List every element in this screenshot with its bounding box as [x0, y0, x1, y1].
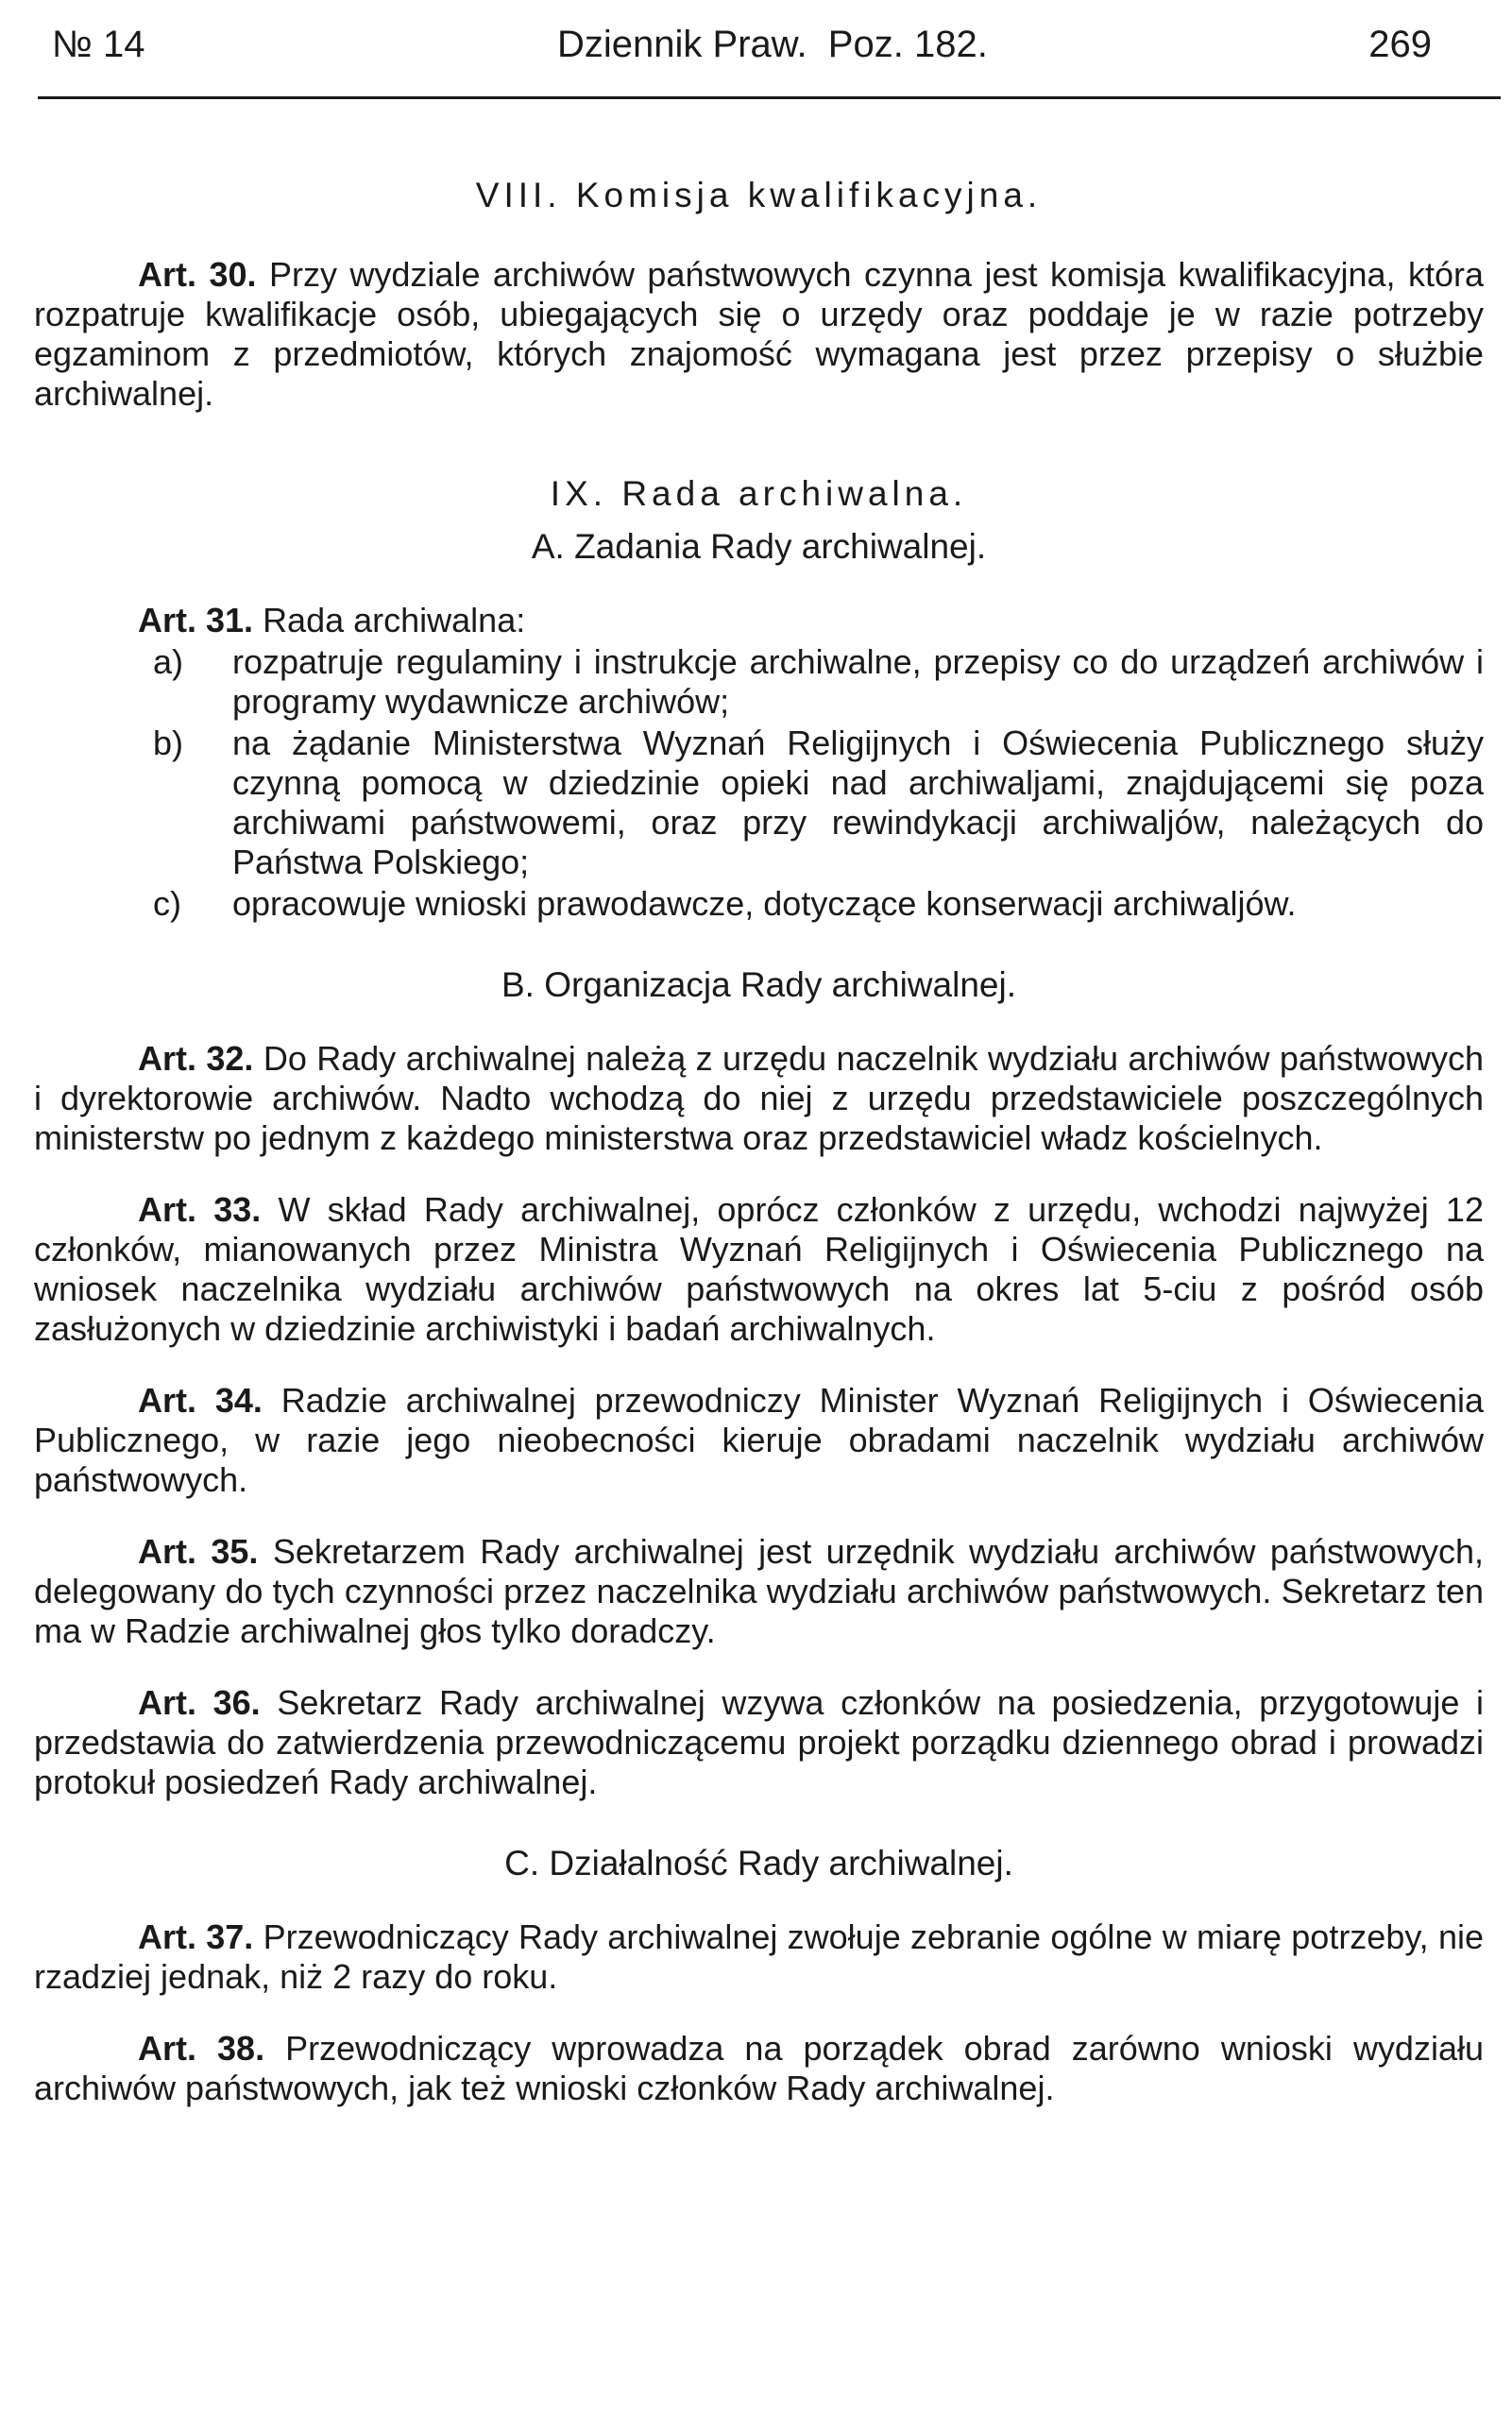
journal-title: Dziennik Praw. [557, 24, 807, 65]
article-text: Przy wydziale archiwów państwowych czynna jest komisja kwalifikacyjna, która rozpatruje kwalifikacje osób, ubiegających się o urzędy oraz poddaje je w razie potrzeby egzaminom z przedmiotów, których znajomość wymagana jest przez przepisy o służbie archiwalnej. [34, 255, 1484, 413]
article-text: W skład Rady archiwalnej, oprócz członków z urzędu, wchodzi najwyżej 12 członków, mianowanych przez Ministra Wyznań Religijnych i Oświecenia Publicznego na wniosek naczelnika wydziału archiwów państwowych na okres lat 5-ciu z pośród osób zasłużonych w dziedzinie archiwistyki i badań archiwalnych. [34, 1190, 1484, 1348]
article-paragraph [34, 255, 1484, 414]
point-letter: a) [153, 642, 184, 681]
article-label: Art. 33. [138, 1190, 262, 1229]
article-text: Sekretarzem Rady archiwalnej jest urzędnik wydziału archiwów państwowych, delegowany do tych czynności przez naczelnika wydziału archiwów państwowych. Sekretarz ten ma w Radzie archiwalnej głos tylko doradczy. [34, 1532, 1485, 1650]
section-heading-ix: IX. Rada archiwalna. [550, 474, 968, 513]
section-heading-viii: VIII. Komisja kwalifikacyjna. [475, 176, 1043, 214]
position-label: Poz. 182. [827, 24, 988, 65]
article-text: Sekretarz Rady archiwalnej wzywa członków na posiedzenia, przygotowuje i przedstawia do zatwierdzenia przewodniczącemu projekt porządku dziennego obrad i prowadzi protokuł posiedzeń Rady archiwalnej. [34, 1683, 1484, 1801]
article-label: Art. 34. [138, 1381, 263, 1420]
point-letter: c) [153, 884, 181, 923]
running-header [52, 11, 1474, 77]
body-text [34, 176, 1484, 2140]
article-paragraph [34, 1190, 1484, 1349]
journal-position [557, 11, 988, 77]
article-label: Art. 30. [138, 255, 257, 294]
header-rule [38, 96, 1501, 99]
article-text: Przewodniczący Rady archiwalnej zwołuje zebranie ogólne w miarę potrzeby, nie rzadziej jednak, niż 2 razy do roku. [34, 1917, 1484, 1996]
article-30 [34, 255, 1484, 414]
article-text: Rada archiwalna: [263, 601, 526, 639]
article-paragraph [34, 1381, 1484, 1500]
article-paragraph [34, 1039, 1484, 1158]
list-item [34, 724, 1484, 882]
point-text: na żądanie Ministerstwa Wyznań Religijnych i Oświecenia Publicznego służy czynną pomocą w dziedzinie opieki nad archiwaljami, znajdującemi się poza archiwami państwowemi, oraz przy rewindykacji archiwaljów, należących do Państwa Polskiego; [232, 724, 1484, 881]
article-31-intro [34, 601, 1484, 640]
article-33 [34, 1190, 1484, 1349]
page-number: 269 [1368, 24, 1432, 65]
article-text: Przewodniczący wprowadza na porządek obrad zarówno wnioski wydziału archiwów państwowych, jak też wnioski członków Rady archiwalnej. [34, 2029, 1484, 2107]
article-paragraph [34, 1917, 1484, 1997]
article-label: Art. 38. [138, 2029, 265, 2068]
article-label: Art. 35. [138, 1532, 259, 1571]
article-37 [34, 1917, 1484, 1997]
article-label: Art. 37. [138, 1917, 254, 1956]
subsection-heading-c: C. Działalność Rady archiwalnej. [504, 1844, 1013, 1882]
article-label: Art. 36. [138, 1683, 261, 1722]
point-text: rozpatruje regulaminy i instrukcje archiwalne, przepisy co do urządzeń archiwów i programy wydawnicze archiwów; [232, 642, 1484, 721]
article-31-points [34, 642, 1484, 924]
article-36 [34, 1683, 1484, 1802]
list-item [34, 884, 1484, 924]
article-34 [34, 1381, 1484, 1500]
issue-number: № 14 [52, 24, 145, 65]
list-item [34, 642, 1484, 722]
article-text: Do Rady archiwalnej należą z urzędu naczelnik wydziału archiwów państwowych i dyrektorowie archiwów. Nadto wchodzą do niej z urzędu przedstawiciele poszczególnych ministerstw po jednym z każdego ministerstwa oraz przedstawiciel władz kościelnych. [34, 1039, 1484, 1157]
article-35 [34, 1532, 1484, 1651]
subsection-heading-a: A. Zadania Rady archiwalnej. [531, 527, 987, 566]
point-letter: b) [153, 724, 184, 762]
article-paragraph [34, 1532, 1484, 1651]
article-label: Art. 32. [138, 1039, 254, 1078]
article-paragraph [34, 1683, 1484, 1802]
article-32 [34, 1039, 1484, 1158]
article-paragraph [34, 2029, 1484, 2108]
article-text: Radzie archiwalnej przewodniczy Minister Wyznań Religijnych i Oświecenia Publicznego, w razie jego nieobecności kieruje obradami naczelnik wydziału archiwów państwowych. [34, 1381, 1485, 1499]
subsection-heading-b: B. Organizacja Rady archiwalnej. [501, 965, 1016, 1004]
article-label: Art. 31. [138, 601, 254, 639]
article-38 [34, 2029, 1484, 2108]
point-text: opracowuje wnioski prawodawcze, dotyczące konserwacji archiwaljów. [232, 884, 1297, 923]
